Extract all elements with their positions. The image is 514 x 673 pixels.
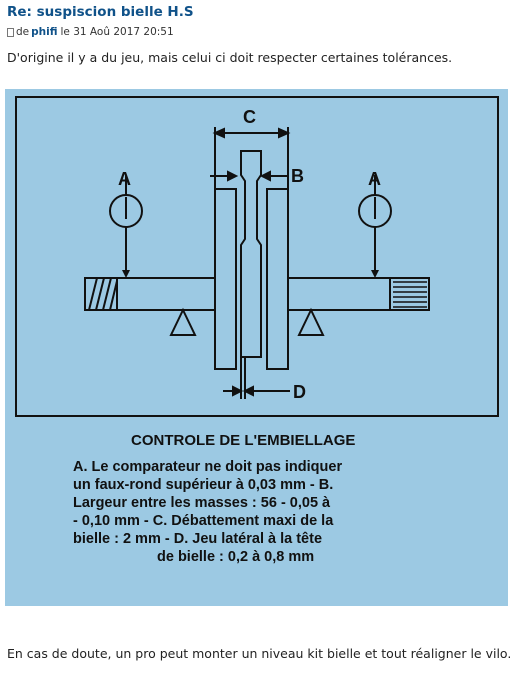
- caption-line-2: un faux-rond supérieur à 0,03 mm - B.: [73, 477, 334, 493]
- post-title-link[interactable]: Re: suspiscion bielle H.S: [7, 4, 194, 20]
- label-a-left: A: [118, 169, 131, 189]
- caption-line-5: bielle : 2 mm - D. Jeu latéral à la tête: [73, 531, 323, 547]
- post-attached-image[interactable]: [5, 89, 508, 606]
- label-c: C: [243, 107, 256, 127]
- caption-title: CONTROLE DE L'EMBIELLAGE: [131, 432, 356, 449]
- label-d: D: [293, 382, 306, 402]
- dial-gauge-right: [359, 175, 391, 278]
- meta-prefix: de: [16, 26, 30, 38]
- post-icon: [7, 28, 14, 37]
- post-footer-text: En cas de doute, un pro peut monter un niveau kit bielle et tout réaligner le vilo.: [7, 646, 512, 661]
- caption-line-4: - 0,10 mm - C. Débattement maxi de la: [73, 513, 334, 529]
- embiellage-diagram: [5, 89, 508, 606]
- caption-line-1: A. Le comparateur ne doit pas indiquer: [73, 459, 343, 475]
- label-b: B: [291, 166, 304, 186]
- shaft-spline-right: [390, 278, 429, 310]
- post-body-text: D'origine il y a du jeu, mais celui ci doit respecter certaines tolérances.: [7, 50, 453, 65]
- support-left: [171, 310, 195, 335]
- crank-mass-right: [267, 189, 288, 369]
- support-right: [299, 310, 323, 335]
- shaft-right: [287, 278, 429, 310]
- crank-mass-left: [215, 189, 236, 369]
- thread-marks-left: [89, 278, 117, 310]
- post-date: le 31 Aoû 2017 20:51: [60, 26, 174, 38]
- post-meta: [7, 26, 174, 38]
- caption-line-3: Largeur entre les masses : 56 - 0,05 à: [73, 495, 331, 511]
- post-author-link[interactable]: phifi: [31, 26, 58, 38]
- label-a-right: A: [368, 169, 381, 189]
- caption-line-6: de bielle : 0,2 à 0,8 mm: [157, 549, 315, 565]
- connecting-rod: [241, 151, 261, 357]
- spline-marks-right: [393, 282, 427, 307]
- dial-gauge-left: [110, 175, 142, 278]
